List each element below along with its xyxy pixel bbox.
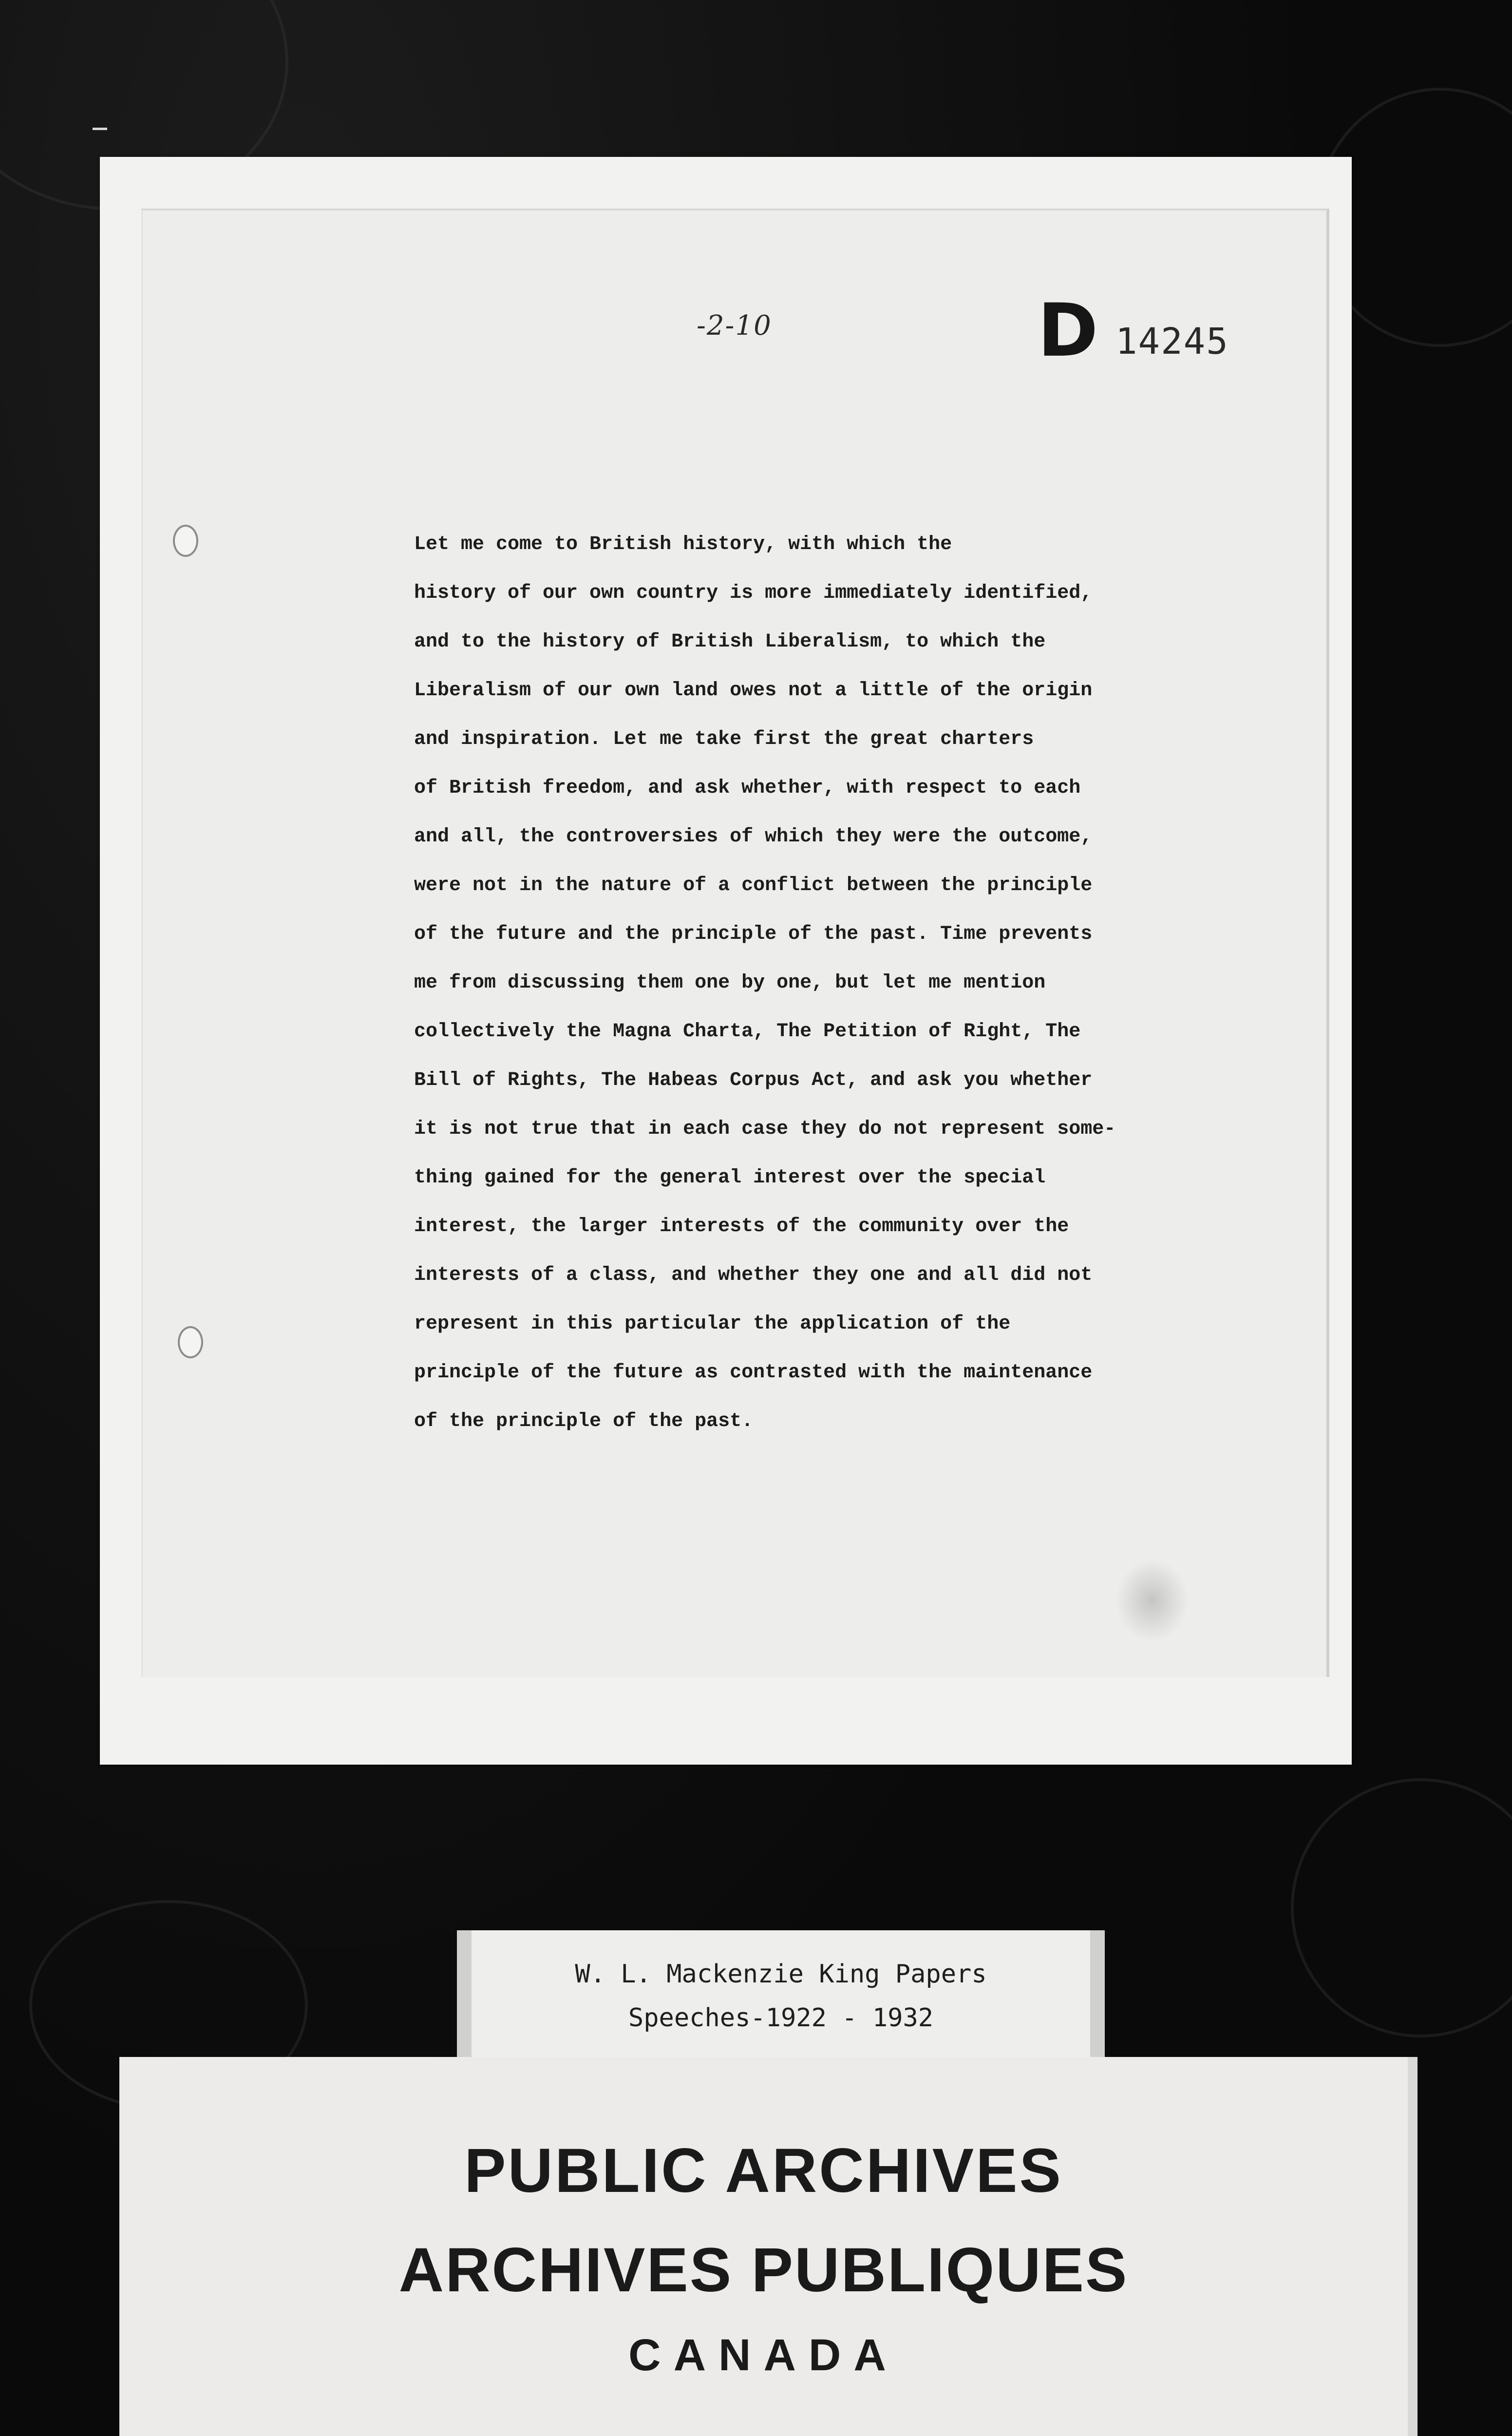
archives-title-french: ARCHIVES PUBLIQUES bbox=[398, 2235, 1129, 2305]
typed-line: of the future and the principle of the past. Time prevents bbox=[414, 923, 1093, 945]
typed-line: me from discussing them one by one, but let me mention bbox=[414, 972, 1046, 994]
typed-line: and to the history of British Liberalism, to which the bbox=[414, 631, 1046, 653]
typed-line: it is not true that in each case they do not represent some- bbox=[414, 1118, 1116, 1140]
typed-line: were not in the nature of a conflict between the principle bbox=[414, 875, 1093, 896]
typed-line: Liberalism of our own land owes not a little of the origin bbox=[414, 680, 1093, 702]
collection-series: Speeches-1922 - 1932 bbox=[628, 2003, 934, 2033]
film-edge-mark bbox=[93, 128, 107, 130]
document-series-letter: D bbox=[1038, 288, 1098, 373]
typed-line: and all, the controversies of which they were the outcome, bbox=[414, 826, 1093, 848]
archives-title-english: PUBLIC ARCHIVES bbox=[464, 2136, 1063, 2206]
typed-line: principle of the future as contrasted with the maintenance bbox=[414, 1362, 1093, 1384]
typed-line: and inspiration. Let me take first the great charters bbox=[414, 728, 1034, 750]
punch-hole-top bbox=[173, 525, 198, 557]
collection-name: W. L. Mackenzie King Papers bbox=[575, 1960, 987, 1989]
typed-line: thing gained for the general interest over the special bbox=[414, 1167, 1046, 1189]
document-number: 14245 bbox=[1115, 321, 1229, 362]
archives-country: CANADA bbox=[628, 2330, 899, 2380]
typed-line: Bill of Rights, The Habeas Corpus Act, and ask you whether bbox=[414, 1069, 1093, 1091]
typed-line: of British freedom, and ask whether, with respect to each bbox=[414, 777, 1081, 799]
typed-line: represent in this particular the application of the bbox=[414, 1313, 1011, 1335]
typed-line: Let me come to British history, with which the bbox=[414, 533, 952, 555]
typed-line: interest, the larger interests of the community over the bbox=[414, 1216, 1069, 1237]
typed-line: collectively the Magna Charta, The Petition of Right, The bbox=[414, 1021, 1081, 1043]
film-texture bbox=[1291, 1778, 1512, 2037]
typed-paragraph bbox=[414, 520, 1154, 1446]
page-number-mark: -2-10 bbox=[697, 310, 772, 342]
typed-line: history of our own country is more immediately identified, bbox=[414, 582, 1093, 604]
ink-smudge bbox=[1115, 1559, 1189, 1642]
typed-line: of the principle of the past. bbox=[414, 1410, 754, 1432]
collection-label bbox=[457, 1930, 1105, 2057]
typed-line: interests of a class, and whether they one and all did not bbox=[414, 1264, 1093, 1286]
archives-card bbox=[119, 2057, 1418, 2436]
punch-hole-bottom bbox=[178, 1326, 203, 1358]
